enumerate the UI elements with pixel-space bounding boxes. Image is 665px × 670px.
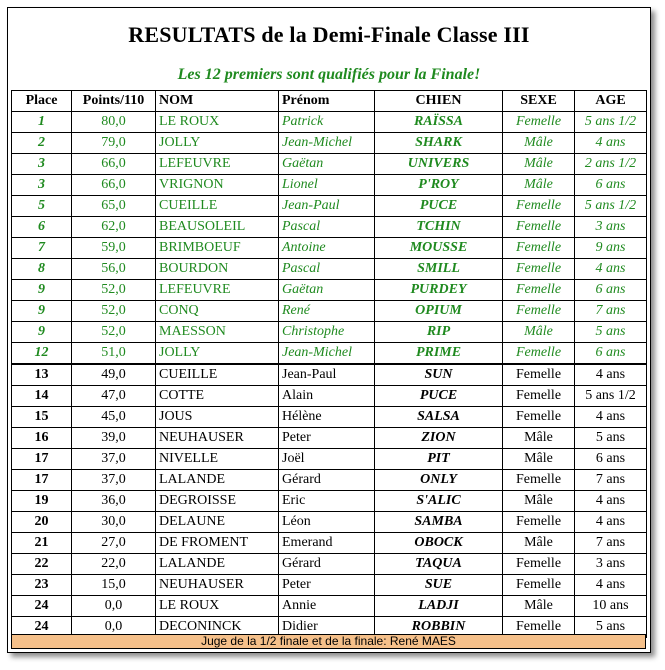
cell-age: 3 ans bbox=[575, 554, 647, 575]
cell-chien: PIT bbox=[375, 449, 503, 470]
cell-chien: S'ALIC bbox=[375, 491, 503, 512]
cell-place: 3 bbox=[12, 175, 72, 196]
cell-age: 5 ans 1/2 bbox=[575, 386, 647, 407]
cell-sexe: Femelle bbox=[503, 343, 575, 365]
cell-nom: LALANDE bbox=[156, 470, 279, 491]
cell-chien: TCHIN bbox=[375, 217, 503, 238]
cell-age: 4 ans bbox=[575, 575, 647, 596]
cell-chien: TAQUA bbox=[375, 554, 503, 575]
cell-points: 37,0 bbox=[72, 449, 156, 470]
cell-age: 5 ans bbox=[575, 617, 647, 638]
cell-sexe: Femelle bbox=[503, 259, 575, 280]
table-row bbox=[12, 554, 647, 575]
cell-points: 27,0 bbox=[72, 533, 156, 554]
cell-prenom: Jean-Paul bbox=[279, 196, 375, 217]
cell-points: 49,0 bbox=[72, 364, 156, 386]
cell-place: 1 bbox=[12, 112, 72, 133]
cell-chien: OBOCK bbox=[375, 533, 503, 554]
table-header-row bbox=[12, 91, 647, 112]
cell-prenom: Antoine bbox=[279, 238, 375, 259]
cell-points: 39,0 bbox=[72, 428, 156, 449]
cell-nom: DEGROISSE bbox=[156, 491, 279, 512]
cell-chien: UNIVERS bbox=[375, 154, 503, 175]
cell-age: 7 ans bbox=[575, 470, 647, 491]
table-row bbox=[12, 449, 647, 470]
table-row bbox=[12, 533, 647, 554]
cell-sexe: Femelle bbox=[503, 617, 575, 638]
cell-place: 9 bbox=[12, 280, 72, 301]
cell-nom: LEFEUVRE bbox=[156, 280, 279, 301]
cell-age: 10 ans bbox=[575, 596, 647, 617]
cell-chien: LADJI bbox=[375, 596, 503, 617]
cell-age: 2 ans 1/2 bbox=[575, 154, 647, 175]
cell-sexe: Femelle bbox=[503, 575, 575, 596]
cell-prenom: Alain bbox=[279, 386, 375, 407]
cell-nom: CUEILLE bbox=[156, 364, 279, 386]
cell-points: 52,0 bbox=[72, 322, 156, 343]
cell-points: 47,0 bbox=[72, 386, 156, 407]
cell-age: 4 ans bbox=[575, 259, 647, 280]
table-row bbox=[12, 259, 647, 280]
cell-chien: PUCE bbox=[375, 386, 503, 407]
cell-chien: SHARK bbox=[375, 133, 503, 154]
cell-age: 4 ans bbox=[575, 407, 647, 428]
cell-points: 52,0 bbox=[72, 301, 156, 322]
cell-chien: ONLY bbox=[375, 470, 503, 491]
header-chien: CHIEN bbox=[375, 91, 503, 112]
cell-chien: ROBBIN bbox=[375, 617, 503, 638]
table-row bbox=[12, 301, 647, 322]
table-row bbox=[12, 196, 647, 217]
cell-sexe: Mâle bbox=[503, 449, 575, 470]
cell-sexe: Femelle bbox=[503, 470, 575, 491]
cell-nom: BEAUSOLEIL bbox=[156, 217, 279, 238]
cell-sexe: Femelle bbox=[503, 386, 575, 407]
table-row bbox=[12, 217, 647, 238]
cell-prenom: Joël bbox=[279, 449, 375, 470]
table-row bbox=[12, 491, 647, 512]
cell-age: 4 ans bbox=[575, 512, 647, 533]
table-row bbox=[12, 386, 647, 407]
cell-prenom: Léon bbox=[279, 512, 375, 533]
cell-prenom: Didier bbox=[279, 617, 375, 638]
cell-place: 8 bbox=[12, 259, 72, 280]
cell-nom: NEUHAUSER bbox=[156, 575, 279, 596]
cell-chien: PURDEY bbox=[375, 280, 503, 301]
cell-sexe: Femelle bbox=[503, 301, 575, 322]
cell-place: 20 bbox=[12, 512, 72, 533]
cell-place: 2 bbox=[12, 133, 72, 154]
cell-chien: P'ROY bbox=[375, 175, 503, 196]
cell-sexe: Femelle bbox=[503, 280, 575, 301]
cell-chien: SAMBA bbox=[375, 512, 503, 533]
cell-points: 66,0 bbox=[72, 154, 156, 175]
table-row bbox=[12, 428, 647, 449]
cell-place: 17 bbox=[12, 449, 72, 470]
cell-nom: LALANDE bbox=[156, 554, 279, 575]
cell-place: 22 bbox=[12, 554, 72, 575]
cell-chien: MOUSSE bbox=[375, 238, 503, 259]
cell-sexe: Femelle bbox=[503, 512, 575, 533]
cell-age: 4 ans bbox=[575, 133, 647, 154]
cell-age: 6 ans bbox=[575, 280, 647, 301]
cell-age: 3 ans bbox=[575, 217, 647, 238]
cell-prenom: Gérard bbox=[279, 554, 375, 575]
table-row bbox=[12, 112, 647, 133]
cell-sexe: Mâle bbox=[503, 322, 575, 343]
cell-age: 6 ans bbox=[575, 175, 647, 196]
cell-sexe: Femelle bbox=[503, 196, 575, 217]
header-nom: NOM bbox=[156, 91, 279, 112]
cell-sexe: Mâle bbox=[503, 428, 575, 449]
cell-age: 5 ans 1/2 bbox=[575, 196, 647, 217]
cell-prenom: Patrick bbox=[279, 112, 375, 133]
table-row bbox=[12, 154, 647, 175]
cell-age: 9 ans bbox=[575, 238, 647, 259]
cell-age: 5 ans 1/2 bbox=[575, 112, 647, 133]
cell-sexe: Femelle bbox=[503, 364, 575, 386]
table-row bbox=[12, 133, 647, 154]
cell-points: 65,0 bbox=[72, 196, 156, 217]
cell-prenom: Pascal bbox=[279, 217, 375, 238]
cell-sexe: Femelle bbox=[503, 554, 575, 575]
cell-prenom: Gaëtan bbox=[279, 280, 375, 301]
cell-age: 4 ans bbox=[575, 364, 647, 386]
cell-points: 80,0 bbox=[72, 112, 156, 133]
results-table bbox=[11, 90, 647, 638]
cell-chien: SUN bbox=[375, 364, 503, 386]
cell-place: 12 bbox=[12, 343, 72, 365]
cell-prenom: Lionel bbox=[279, 175, 375, 196]
cell-age: 7 ans bbox=[575, 533, 647, 554]
cell-points: 0,0 bbox=[72, 596, 156, 617]
cell-age: 5 ans bbox=[575, 428, 647, 449]
cell-chien: SMILL bbox=[375, 259, 503, 280]
cell-nom: LEFEUVRE bbox=[156, 154, 279, 175]
table-row bbox=[12, 280, 647, 301]
cell-place: 21 bbox=[12, 533, 72, 554]
cell-prenom: Jean-Paul bbox=[279, 364, 375, 386]
cell-points: 36,0 bbox=[72, 491, 156, 512]
cell-nom: NEUHAUSER bbox=[156, 428, 279, 449]
results-sheet bbox=[7, 7, 651, 653]
cell-chien: ZION bbox=[375, 428, 503, 449]
cell-points: 52,0 bbox=[72, 280, 156, 301]
cell-nom: JOLLY bbox=[156, 343, 279, 365]
cell-points: 45,0 bbox=[72, 407, 156, 428]
cell-place: 5 bbox=[12, 196, 72, 217]
cell-sexe: Mâle bbox=[503, 533, 575, 554]
cell-age: 7 ans bbox=[575, 301, 647, 322]
table-row bbox=[12, 322, 647, 343]
cell-place: 23 bbox=[12, 575, 72, 596]
cell-nom: DELAUNE bbox=[156, 512, 279, 533]
results-body bbox=[12, 112, 647, 638]
cell-chien: SUE bbox=[375, 575, 503, 596]
cell-nom: BRIMBOEUF bbox=[156, 238, 279, 259]
cell-nom: COTTE bbox=[156, 386, 279, 407]
cell-sexe: Femelle bbox=[503, 112, 575, 133]
table-row bbox=[12, 470, 647, 491]
cell-nom: VRIGNON bbox=[156, 175, 279, 196]
judge-footer: Juge de la 1/2 finale et de la finale: René MAES bbox=[11, 634, 646, 649]
cell-points: 59,0 bbox=[72, 238, 156, 259]
cell-prenom: Peter bbox=[279, 575, 375, 596]
cell-points: 37,0 bbox=[72, 470, 156, 491]
cell-chien: RIP bbox=[375, 322, 503, 343]
cell-chien: RAÏSSA bbox=[375, 112, 503, 133]
table-row bbox=[12, 407, 647, 428]
cell-place: 9 bbox=[12, 322, 72, 343]
cell-points: 15,0 bbox=[72, 575, 156, 596]
cell-nom: CONQ bbox=[156, 301, 279, 322]
cell-nom: NIVELLE bbox=[156, 449, 279, 470]
cell-prenom: Hélène bbox=[279, 407, 375, 428]
cell-prenom: Emerand bbox=[279, 533, 375, 554]
cell-sexe: Femelle bbox=[503, 217, 575, 238]
cell-nom: JOUS bbox=[156, 407, 279, 428]
cell-points: 66,0 bbox=[72, 175, 156, 196]
cell-place: 6 bbox=[12, 217, 72, 238]
cell-place: 24 bbox=[12, 617, 72, 638]
cell-points: 22,0 bbox=[72, 554, 156, 575]
cell-points: 51,0 bbox=[72, 343, 156, 365]
cell-place: 16 bbox=[12, 428, 72, 449]
cell-nom: MAESSON bbox=[156, 322, 279, 343]
header-sexe: SEXE bbox=[503, 91, 575, 112]
cell-points: 62,0 bbox=[72, 217, 156, 238]
cell-points: 79,0 bbox=[72, 133, 156, 154]
header-points: Points/110 bbox=[72, 91, 156, 112]
cell-chien: PRIME bbox=[375, 343, 503, 365]
cell-age: 6 ans bbox=[575, 343, 647, 365]
cell-chien: PUCE bbox=[375, 196, 503, 217]
cell-sexe: Mâle bbox=[503, 154, 575, 175]
cell-sexe: Femelle bbox=[503, 238, 575, 259]
cell-place: 15 bbox=[12, 407, 72, 428]
cell-points: 56,0 bbox=[72, 259, 156, 280]
header-place: Place bbox=[12, 91, 72, 112]
cell-sexe: Mâle bbox=[503, 596, 575, 617]
cell-age: 6 ans bbox=[575, 449, 647, 470]
cell-chien: OPIUM bbox=[375, 301, 503, 322]
header-age: AGE bbox=[575, 91, 647, 112]
cell-prenom: Jean-Michel bbox=[279, 343, 375, 365]
table-row bbox=[12, 238, 647, 259]
cell-age: 4 ans bbox=[575, 491, 647, 512]
cell-place: 9 bbox=[12, 301, 72, 322]
cell-points: 30,0 bbox=[72, 512, 156, 533]
cell-nom: LE ROUX bbox=[156, 112, 279, 133]
cell-prenom: Annie bbox=[279, 596, 375, 617]
cell-place: 7 bbox=[12, 238, 72, 259]
table-row bbox=[12, 364, 647, 386]
page-subtitle: Les 12 premiers sont qualifiés pour la Finale! bbox=[177, 66, 481, 83]
cell-prenom: Eric bbox=[279, 491, 375, 512]
cell-points: 0,0 bbox=[72, 617, 156, 638]
cell-nom: DE FROMENT bbox=[156, 533, 279, 554]
table-row bbox=[12, 596, 647, 617]
cell-place: 24 bbox=[12, 596, 72, 617]
cell-place: 19 bbox=[12, 491, 72, 512]
cell-nom: BOURDON bbox=[156, 259, 279, 280]
cell-place: 14 bbox=[12, 386, 72, 407]
cell-chien: SALSA bbox=[375, 407, 503, 428]
cell-place: 17 bbox=[12, 470, 72, 491]
cell-prenom: Gérard bbox=[279, 470, 375, 491]
cell-sexe: Mâle bbox=[503, 133, 575, 154]
cell-place: 13 bbox=[12, 364, 72, 386]
cell-prenom: Gaëtan bbox=[279, 154, 375, 175]
cell-prenom: Jean-Michel bbox=[279, 133, 375, 154]
cell-sexe: Femelle bbox=[503, 407, 575, 428]
cell-nom: LE ROUX bbox=[156, 596, 279, 617]
table-row bbox=[12, 575, 647, 596]
cell-nom: JOLLY bbox=[156, 133, 279, 154]
cell-sexe: Mâle bbox=[503, 491, 575, 512]
cell-place: 3 bbox=[12, 154, 72, 175]
table-row bbox=[12, 343, 647, 365]
table-row bbox=[12, 512, 647, 533]
cell-nom: DECONINCK bbox=[156, 617, 279, 638]
header-prenom: Prénom bbox=[279, 91, 375, 112]
cell-prenom: Pascal bbox=[279, 259, 375, 280]
page-title: RESULTATS de la Demi-Finale Classe III bbox=[128, 22, 530, 47]
cell-nom: CUEILLE bbox=[156, 196, 279, 217]
table-row bbox=[12, 175, 647, 196]
cell-age: 5 ans bbox=[575, 322, 647, 343]
cell-prenom: Christophe bbox=[279, 322, 375, 343]
cell-sexe: Mâle bbox=[503, 175, 575, 196]
cell-prenom: René bbox=[279, 301, 375, 322]
cell-prenom: Peter bbox=[279, 428, 375, 449]
